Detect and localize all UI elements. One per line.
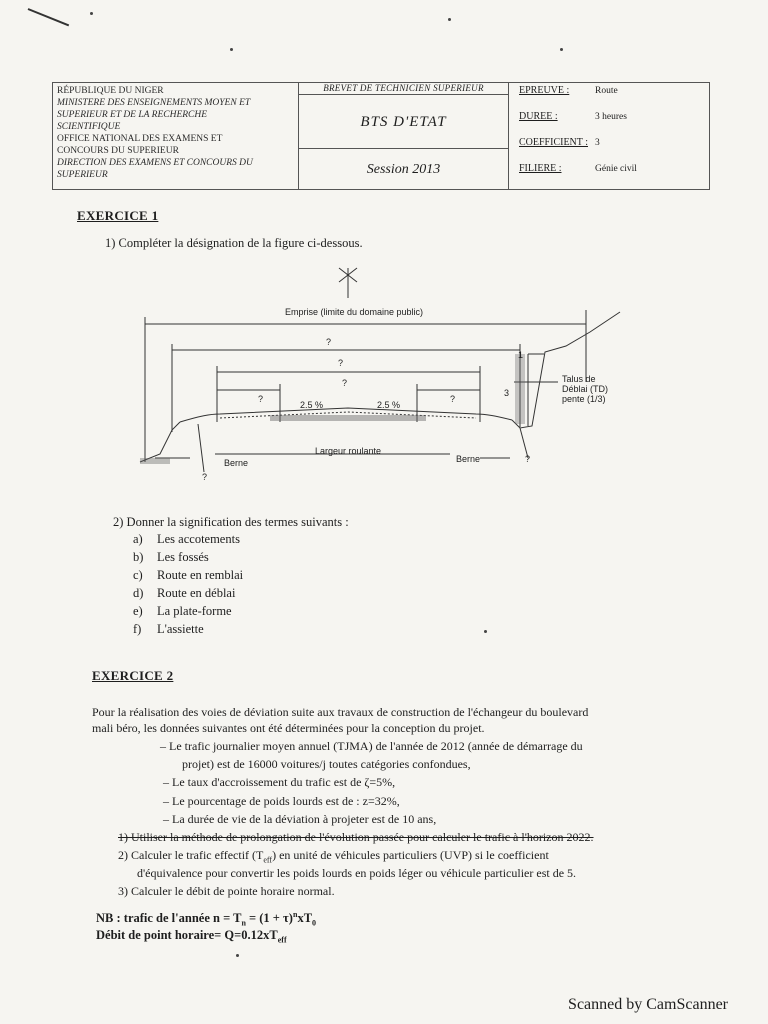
speck [230, 48, 233, 51]
scanner-watermark: Scanned by CamScanner [568, 996, 728, 1013]
talus-one-label: 1 [518, 350, 524, 360]
nb-subscript: 0 [312, 918, 317, 928]
item-letter: b) [133, 550, 144, 564]
data-bullet-tjma: – Le trafic journalier moyen annuel (TJMA) de l'année de 2012 (année de démarrage du [160, 739, 583, 753]
debit-formula [96, 928, 287, 945]
item-letter: c) [133, 568, 143, 582]
epreuve-value: Route [595, 86, 618, 96]
question-mark: ? [338, 358, 344, 368]
scan-mark [28, 8, 70, 26]
exercise-2-question-1: 1) Utiliser la méthode de prolongation de l'évolution passée pour calculer le trafic à l'horizon 2022. [118, 830, 594, 844]
item-letter: a) [133, 532, 143, 546]
nb-formula [96, 910, 316, 928]
item-text: Route en déblai [157, 586, 236, 600]
largeur-roulante-label: Largeur roulante [315, 446, 382, 456]
list-item [133, 622, 243, 640]
exercise-2-question-2 [118, 848, 549, 864]
list-item [133, 532, 243, 550]
q2-text-cont: ) en unité de véhicules particuliers (UVP) si le coefficient [272, 848, 549, 862]
coefficient-value: 3 [595, 138, 600, 148]
slope-left-label: 2.5 % [300, 400, 324, 410]
session-label: Session 2013 [366, 162, 441, 177]
filiere-label: FILIERE : [519, 163, 562, 174]
talus-label-2: Déblai (TD) [562, 384, 609, 394]
item-text: Les fossés [157, 550, 209, 564]
leader-line [198, 424, 204, 472]
item-text: Route en remblai [157, 568, 244, 582]
speck [484, 630, 487, 633]
terms-list [133, 532, 243, 640]
ministry-line: DIRECTION DES EXAMENS ET CONCOURS DU [57, 158, 253, 168]
exercise-2-question-2-cont: d'équivalence pour convertir les poids lourds en poids léger ou véhicule particulier est de 5. [137, 866, 577, 880]
ministry-line: SCIENTIFIQUE [57, 122, 121, 132]
item-letter: f) [133, 622, 142, 636]
exercise-2-intro-line-2: mali béro, les données suivantes ont été déterminées pour la conception du projet. [92, 721, 485, 735]
question-mark: ? [202, 472, 208, 482]
item-text: La plate-forme [157, 604, 232, 618]
question-mark: ? [258, 394, 264, 404]
exercise-1-question-1: 1) Compléter la désignation de la figure ci-dessous. [105, 236, 363, 250]
berne-left-label: Berne [224, 458, 249, 468]
q2-text: 2) Calculer le trafic effectif (T [118, 848, 264, 862]
speck [90, 12, 93, 15]
exercise-1-title: EXERCICE 1 [77, 208, 159, 223]
road-cross-section-figure [120, 262, 609, 492]
slope-hatch [515, 354, 525, 424]
nb-subscript: n [241, 918, 246, 928]
epreuve-label: EPREUVE : [519, 85, 570, 96]
exercise-2-title: EXERCICE 2 [92, 668, 174, 683]
ministry-line: OFFICE NATIONAL DES EXAMENS ET [57, 134, 223, 144]
talus-label-3: pente (1/3) [562, 394, 606, 404]
duree-value: 3 heures [595, 112, 627, 122]
debit-text: Débit de point horaire= Q=0.12xT [96, 928, 278, 942]
pavement-hatch [270, 415, 426, 421]
list-item [133, 604, 243, 622]
ministry-line: SUPERIEUR [57, 170, 108, 180]
bts-label: BTS D'ETAT [299, 95, 508, 149]
item-letter: d) [133, 586, 144, 600]
speck [560, 48, 563, 51]
talus-three-label: 3 [504, 388, 510, 398]
berne-right-label: Berne [456, 454, 481, 464]
question-mark: ? [342, 378, 348, 388]
q2-subscript: eff [263, 855, 273, 865]
question-mark: ? [525, 454, 531, 464]
slope-right-label: 2.5 % [377, 400, 401, 410]
item-text: L'assiette [157, 622, 204, 636]
ministry-line: CONCOURS DU SUPERIEUR [57, 146, 179, 156]
data-bullet-duree: – La durée de vie de la déviation à projeter est de 10 ans, [163, 812, 437, 826]
data-bullet-taux: – Le taux d'accroissement du trafic est de ζ=5%, [163, 775, 396, 789]
nb-text: NB : trafic de l'année n = T [96, 911, 242, 926]
left-ditch [140, 422, 180, 462]
item-letter: e) [133, 604, 143, 618]
talus-label-1: Talus de [562, 374, 596, 384]
data-bullet-tjma-cont: projet) est de 16000 voitures/j toutes catégories confondues, [182, 757, 471, 771]
nb-text: xT [297, 911, 313, 926]
ministry-line: RÉPUBLIQUE DU NIGER [57, 86, 164, 96]
speck [236, 954, 239, 957]
exercise-1-question-2: 2) Donner la signification des termes suivants : [113, 515, 349, 529]
filiere-value: Génie civil [595, 164, 637, 174]
speck [448, 18, 451, 21]
list-item [133, 550, 243, 568]
ministry-line: SUPERIEUR ET DE LA RECHERCHE [57, 110, 208, 120]
exercise-2-question-3: 3) Calculer le débit de pointe horaire normal. [118, 884, 335, 898]
ministry-line: MINISTERE DES ENSEIGNEMENTS MOYEN ET [57, 98, 251, 108]
exam-header-table [52, 82, 710, 190]
nb-text: = (1 + τ) [245, 911, 293, 926]
exam-info-block [509, 83, 709, 189]
question-mark: ? [326, 337, 332, 347]
brevet-label: BREVET DE TECHNICIEN SUPERIEUR [299, 83, 508, 95]
ministry-block [53, 83, 299, 189]
coefficient-label: COEFFICIENT : [519, 137, 588, 148]
emprise-label: Emprise (limite du domaine public) [285, 307, 424, 317]
debit-subscript: eff [277, 935, 287, 945]
item-text: Les accotements [157, 532, 240, 546]
data-bullet-poids-lourds: – Le pourcentage de poids lourds est de : z=32%, [163, 794, 400, 808]
list-item [133, 568, 243, 586]
duree-label: DUREE : [519, 111, 558, 122]
ground-hatch [140, 458, 170, 464]
question-mark: ? [450, 394, 456, 404]
list-item [133, 586, 243, 604]
diploma-block [299, 83, 509, 189]
nb-superscript: n [292, 910, 298, 919]
exercise-2-intro-line-1: Pour la réalisation des voies de déviation suite aux travaux de construction de l'échangeur du boulevard [92, 705, 589, 719]
